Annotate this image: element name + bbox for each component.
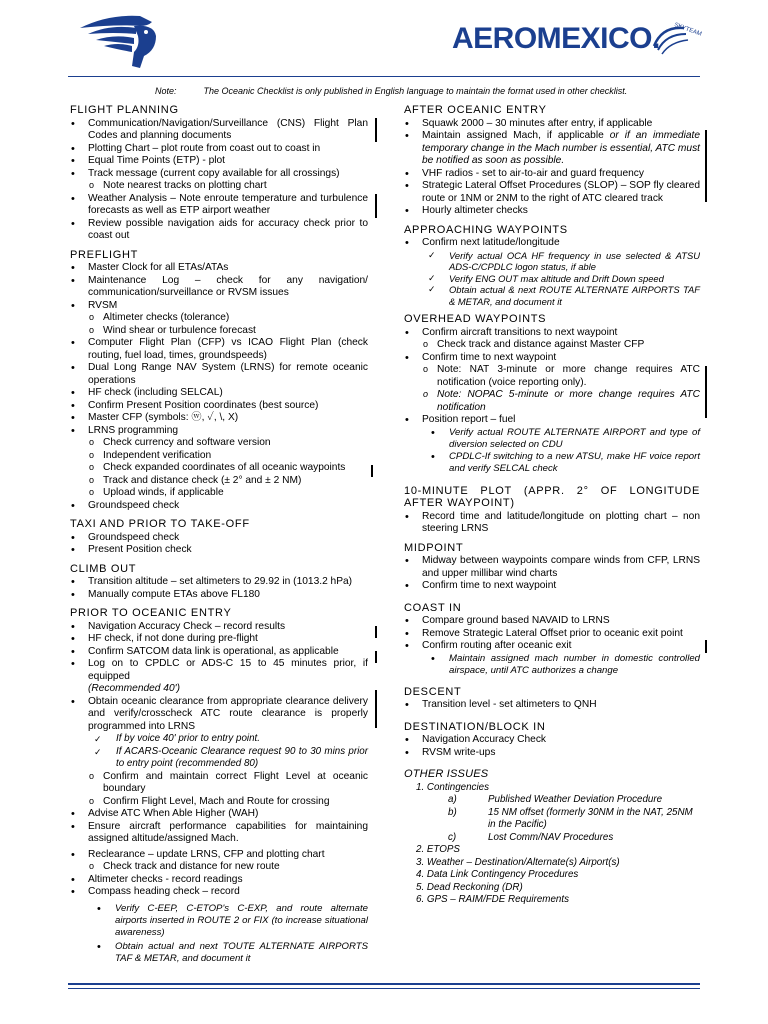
list-item: 4. Data Link Contingency Procedures	[416, 869, 579, 880]
footer-rule-thin	[68, 988, 700, 989]
list-item: • Confirm Present Position coordinates (best source)	[70, 400, 368, 413]
midpoint-list	[404, 555, 700, 593]
list-subitem: o Note: NAT 3-minute or more change requires ATC notification (voice reporting only).	[404, 364, 700, 389]
section-title-overhead-waypoints: OVERHEAD WAYPOINTS	[404, 313, 547, 325]
overhead-list	[404, 327, 700, 475]
list-item: • Confirm SATCOM data link is operational, as applicable	[70, 646, 368, 659]
destination-list	[404, 734, 700, 759]
list-subitem-text: Lost Comm/NAV Procedures	[488, 831, 614, 843]
list-check-item: ✓ Verify actual OCA HF frequency in use selected & ATSU ADS-C/CPDLC logon status, if able	[404, 250, 700, 273]
list-letter: c)	[448, 831, 457, 843]
list-item: • VHF radios - set to air-to-air and guard frequency	[404, 168, 700, 181]
list-item: 1. Contingencies	[416, 781, 489, 793]
list-item-text: Maintain assigned Mach, if applicable	[422, 130, 604, 141]
list-detail-item: • Verify actual ROUTE ALTERNATE AIRPORT and type of diversion selected on CDU	[404, 427, 700, 451]
list-letter: b)	[448, 806, 457, 818]
list-item: • Transition level - set altimeters to QNH	[404, 699, 700, 712]
list-subitem: o Check expanded coordinates of all oceanic waypoints	[70, 462, 368, 475]
list-item: • Master Clock for all ETAs/ATAs	[70, 262, 368, 275]
list-item: 3. Weather – Destination/Alternate(s) Airport(s)	[416, 856, 620, 868]
coast-in-list	[404, 615, 700, 677]
ten-minute-list	[404, 511, 700, 536]
list-item: • Groundspeed check	[70, 532, 368, 545]
list-item: • Confirm time to next waypoint	[404, 580, 700, 593]
list-check-item: ✓ If by voice 40' prior to entry point.	[70, 733, 368, 746]
list-item: 5. Dead Reckoning (DR)	[416, 881, 523, 893]
list-item: • Confirm routing after oceanic exit	[404, 640, 700, 653]
list-subitem: o Upload winds, if applicable	[70, 487, 368, 500]
footer-rule	[68, 983, 700, 985]
list-subitem: o Check currency and software version	[70, 437, 368, 450]
list-letter: a)	[448, 794, 457, 805]
list-item: • Strategic Lateral Offset Procedures (SLOP) – SOP fly cleared route or 1NM or 2NM to the right of ATC cleared track	[404, 180, 700, 205]
list-item: 6. GPS – RAIM/FDE Requirements	[416, 894, 569, 905]
section-title-coast-in: COAST IN	[404, 601, 462, 614]
flight-planning-list	[70, 118, 368, 243]
list-subitem: o Altimeter checks (tolerance)	[70, 312, 368, 325]
list-item: • Weather Analysis – Note enroute temperature and turbulence forecasts as well as ETP airport weather	[70, 193, 368, 218]
list-item-note: or if an immediate temporary change in the Mach number is essential, ATC must be notified as soon as possible.	[422, 130, 701, 166]
list-item: • HF check (including SELCAL)	[70, 387, 368, 400]
list-item: • Hourly altimeter checks	[404, 205, 700, 218]
list-item: • Dual Long Range NAV System (LRNS) for remote oceanic operations	[70, 362, 368, 387]
list-item-note: (Recommended 40')	[88, 683, 180, 694]
list-subitem	[404, 807, 700, 832]
revision-bar	[375, 626, 377, 638]
list-detail-item: • Maintain assigned mach number in domestic controlled airspace, until ATC authorizes a change	[404, 653, 700, 677]
list-item: • Altimeter checks - record readings	[70, 874, 368, 887]
revision-bar	[375, 651, 377, 663]
section-title-preflight: PREFLIGHT	[70, 248, 139, 261]
section-title-flight-planning: FLIGHT PLANNING	[70, 104, 179, 116]
section-title-approaching-waypoints: APPROACHING WAYPOINTS	[404, 223, 568, 236]
list-item: • Position report – fuel	[404, 414, 700, 427]
list-subitem: o Confirm Flight Level, Mach and Route for crossing	[70, 796, 368, 809]
climb-out-list	[70, 576, 368, 601]
list-detail-item: • Verify C-EEP, C-ETOP's C-EXP, and route alternate airports inserted in ROUTE 2 or FIX (to increase situational awareness)	[70, 903, 368, 939]
section-title-midpoint: MIDPOINT	[404, 541, 464, 554]
section-title-destination: DESTINATION/BLOCK IN	[404, 720, 546, 733]
list-item: • Plotting Chart – plot route from coast out to coast in	[70, 143, 368, 156]
list-item: • Reclearance – update LRNS, CFP and plotting chart	[70, 849, 368, 862]
section-title-ten-minute-plot: 10-MINUTE PLOT (APPR. 2° OF LONGITUDE AFTER WAYPOINT)	[404, 484, 700, 509]
note-label: Note:	[155, 86, 177, 96]
revision-bar	[705, 366, 707, 418]
list-detail-item: • Obtain actual and next TOUTE ALTERNATE AIRPORTS TAF & METAR, and document it	[70, 941, 368, 965]
list-item: • Compass heading check – record	[70, 886, 368, 899]
list-subitem	[404, 832, 700, 845]
page-header	[0, 0, 768, 80]
revision-bar	[375, 194, 377, 218]
revision-bar	[375, 690, 377, 728]
brand-suffix: .	[652, 22, 660, 55]
section-title-climb-out: CLIMB OUT	[70, 562, 137, 575]
list-item: • RVSM	[70, 300, 368, 313]
list-subitem: o Confirm and maintain correct Flight Level at oceanic boundary	[70, 771, 368, 796]
list-check-item: ✓ If ACARS-Oceanic Clearance request 90 to 30 mins prior to entry point (recommended 80)	[70, 746, 368, 771]
descent-list	[404, 699, 700, 712]
revision-bar	[705, 130, 707, 202]
list-item: • Compare ground based NAVAID to LRNS	[404, 615, 700, 628]
section-title-descent: DESCENT	[404, 685, 462, 698]
list-check-item: ✓ Verify ENG OUT max altitude and Drift Down speed	[404, 273, 700, 285]
revision-bar	[371, 465, 373, 477]
list-subitem: o Independent verification	[70, 450, 368, 463]
prior-oceanic-list	[70, 621, 368, 965]
section-title-prior-oceanic-entry: PRIOR TO OCEANIC ENTRY	[70, 607, 232, 619]
list-item: • Groundspeed check	[70, 500, 368, 513]
list-item: • Squawk 2000 – 30 minutes after entry, if applicable	[404, 118, 700, 131]
other-issues-list	[404, 782, 700, 907]
list-item: • Confirm next latitude/longitude	[404, 237, 700, 250]
list-item: • Ensure aircraft performance capabilities for maintaining assigned altitude/assigned Mach.	[70, 821, 368, 846]
list-item: • Confirm time to next waypoint	[404, 352, 700, 365]
after-entry-list	[404, 118, 700, 218]
list-item: • Maintenance Log – check for any navigation/ communication/surveillance or RVSM issues	[70, 275, 368, 300]
section-title-taxi: TAXI AND PRIOR TO TAKE-OFF	[70, 518, 250, 530]
skyteam-logo-icon	[648, 18, 703, 62]
list-item: • Record time and latitude/longitude on plotting chart – non steering LRNS	[404, 511, 700, 536]
header-rule	[68, 76, 700, 77]
language-note	[155, 86, 627, 96]
list-item: • Present Position check	[70, 544, 368, 557]
list-item: • Remove Strategic Lateral Offset prior to oceanic exit point	[404, 628, 700, 641]
section-title-after-oceanic-entry: AFTER OCEANIC ENTRY	[404, 104, 547, 116]
list-item: • Review possible navigation aids for accuracy check prior to coast out	[70, 218, 368, 243]
list-subitem: o Wind shear or turbulence forecast	[70, 325, 368, 338]
list-subitem: o Note nearest tracks on plotting chart	[70, 180, 368, 193]
list-item: • Master CFP (symbols: ⓦ, ✓, \, X)	[70, 412, 368, 425]
approaching-list	[404, 237, 700, 307]
list-item: • Transition altitude – set altimeters to 29.92 in (1013.2 hPa)	[70, 576, 368, 589]
preflight-list	[70, 262, 368, 512]
list-subitem: o Track and distance check (± 2° and ± 2 NM)	[70, 475, 368, 488]
revision-bar	[705, 640, 707, 653]
section-title-other-issues: OTHER ISSUES	[404, 768, 489, 780]
list-item: • Track message (current copy available for all crossings)	[70, 168, 368, 181]
list-subitem: o Note: NOPAC 5-minute or more change requires ATC notification	[404, 389, 700, 414]
list-subitem: o Check track and distance against Master CFP	[404, 339, 700, 352]
list-item: • Computer Flight Plan (CFP) vs ICAO Flight Plan (check routing, fuel load, times, groundspeeds)	[70, 337, 368, 362]
list-subitem	[404, 794, 700, 807]
list-item: • Confirm aircraft transitions to next waypoint	[404, 327, 700, 340]
note-text: The Oceanic Checklist is only published in English language to maintain the format used in other checklist.	[203, 86, 628, 96]
skyteam-label: SKYTEAM	[673, 22, 703, 38]
brand-name	[452, 22, 660, 56]
right-column	[404, 104, 700, 907]
list-check-item: ✓ Obtain actual & next ROUTE ALTERNATE AIRPORTS TAF & METAR, and document it	[404, 284, 700, 307]
list-item: • Manually compute ETAs above FL180	[70, 589, 368, 602]
brand-wordmark: AEROMEXICO	[452, 22, 653, 55]
list-item: • Midway between waypoints compare winds from CFP, LRNS and upper millibar wind charts	[404, 555, 700, 580]
list-subitem-text: Published Weather Deviation Procedure	[488, 794, 663, 805]
list-item	[70, 658, 368, 696]
list-item: • RVSM write-ups	[404, 747, 700, 760]
list-item: 2. ETOPS	[416, 844, 460, 855]
list-detail-item: • CPDLC-If switching to a new ATSU, make HF voice report and verify SELCAL check	[404, 451, 700, 475]
taxi-list	[70, 532, 368, 557]
list-item: • Advise ATC When Able Higher (WAH)	[70, 808, 368, 821]
list-item: • Obtain oceanic clearance from appropriate clearance delivery and verify/crosscheck ATC route clearance is properly programmed into LRNS	[70, 696, 368, 734]
list-item: • Equal Time Points (ETP) - plot	[70, 155, 368, 168]
revision-bar	[375, 118, 377, 142]
list-item-text: Log on to CPDLC or ADS-C 15 to 45 minutes prior, if equipped	[88, 658, 368, 682]
eagle-logo-icon	[78, 10, 158, 70]
list-item: • Navigation Accuracy Check	[404, 734, 700, 747]
list-item: • LRNS programming	[70, 425, 368, 438]
list-item: • Navigation Accuracy Check – record results	[70, 621, 368, 634]
list-subitem-text: 15 NM offset (formerly 30NM in the NAT, 25NM in the Pacific)	[488, 806, 693, 830]
list-item: • HF check, if not done during pre-flight	[70, 633, 368, 646]
list-item: • Communication/Navigation/Surveillance (CNS) Flight Plan Codes and planning documents	[70, 118, 368, 143]
left-column	[70, 104, 368, 965]
list-item	[404, 130, 700, 168]
list-subitem: o Check track and distance for new route	[70, 861, 368, 874]
